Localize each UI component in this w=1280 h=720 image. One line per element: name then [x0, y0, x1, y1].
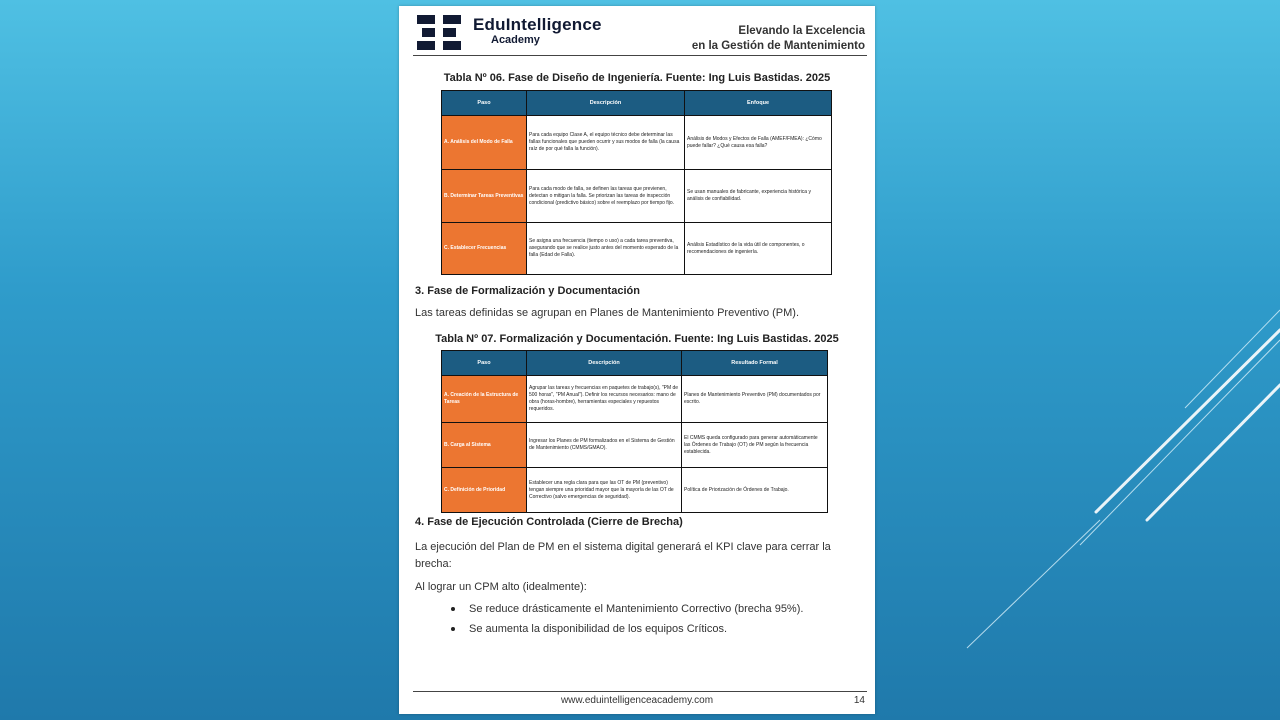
footer-divider [413, 691, 867, 692]
step-cell: C. Establecer Frecuencias [442, 223, 527, 275]
column-header: Descripción [527, 91, 685, 116]
brand-subtitle: Academy [491, 34, 540, 46]
step-cell: A. Análisis del Modo de Falla [442, 116, 527, 170]
column-header: Enfoque [685, 91, 832, 116]
deco-line [1185, 310, 1280, 408]
description-cell: Para cada equipo Clase A, el equipo técnico debe determinar las fallas funcionales que pueden ocurrir y sus modos de falla (la causa raíz de por qué falla la función). [527, 116, 685, 170]
brand-name: EduIntelligence [473, 15, 602, 34]
table07-caption: Tabla Nº 07. Formalización y Documentación. Fuente: Ing Luis Bastidas. 2025 [435, 333, 839, 345]
document-page [399, 6, 875, 714]
header-divider [413, 55, 867, 56]
column-header: Resultado Formal [682, 351, 828, 376]
brand-logo-icon [417, 15, 461, 51]
result-cell: Planes de Mantenimiento Preventivo (PM) documentados por escrito. [682, 376, 828, 423]
list-item-text: Se reduce drásticamente el Mantenimiento Correctivo (brecha 95%). [469, 603, 804, 615]
table-row [442, 116, 832, 170]
tagline-line-2: en la Gestión de Mantenimiento [691, 40, 865, 52]
section-4-heading: 4. Fase de Ejecución Controlada (Cierre de Brecha) [415, 516, 683, 528]
description-cell: Agrupar las tareas y frecuencias en paquetes de trabajo(s), "PM de 500 horas", "PM Anual"). Definir los recursos necesarios: mano de obra (horas-hombre), herramientas especiales y repuestos requeridos. [527, 376, 682, 423]
description-cell: Establecer una regla clara para que las OT de PM (preventivo) tengan siempre una prioridad mayor que la mayoría de las OT de Correctivo (salvo emergencias de seguridad). [527, 468, 682, 513]
step-cell: B. Carga al Sistema [442, 423, 527, 468]
step-cell: C. Definición de Prioridad [442, 468, 527, 513]
table-header-row [442, 351, 828, 376]
column-header: Descripción [527, 351, 682, 376]
description-cell: Para cada modo de falla, se definen las tareas que previenen, detectan o mitigan la falla. Se priorizan las tareas de inspección condicional (predictivo básico) sobre el reemplazo por tiempo fijo. [527, 170, 685, 223]
description-cell: Se asigna una frecuencia (tiempo o uso) a cada tarea preventiva, asegurando que se realice justo antes del momento esperado de la falla (Edad de Falla). [527, 223, 685, 275]
bullet-list [451, 603, 803, 643]
section-4-body: La ejecución del Plan de PM en el sistema digital generará el KPI clave para cerrar la brecha: [415, 541, 831, 570]
tagline-line-1: Elevando la Excelencia [738, 25, 865, 37]
table-row [442, 376, 828, 423]
description-cell: Ingresar los Planes de PM formalizados en el Sistema de Gestión de Mantenimiento (CMMS/GMAO). [527, 423, 682, 468]
deco-line [1096, 330, 1280, 512]
table-header-row [442, 91, 832, 116]
result-cell: Política de Priorización de Órdenes de Trabajo. [682, 468, 828, 513]
list-item [451, 603, 803, 615]
deco-line [1147, 385, 1280, 520]
bullet-icon [451, 627, 455, 631]
header-tagline [692, 24, 865, 54]
list-item [451, 623, 803, 635]
bullet-icon [451, 607, 455, 611]
table-row [442, 423, 828, 468]
step-cell: A. Creación de la Estructura de Tareas [442, 376, 527, 423]
column-header: Paso [442, 351, 527, 376]
deco-line [967, 520, 1100, 648]
page-number: 14 [853, 695, 865, 706]
table-row [442, 468, 828, 513]
focus-cell: Análisis de Modos y Efectos de Falla (AMEF/FMEA): ¿Cómo puede fallar? ¿Qué causa esa falla? [685, 116, 832, 170]
table07 [441, 350, 828, 513]
footer-url: www.eduintelligenceacademy.com [560, 695, 714, 706]
table06 [441, 90, 832, 275]
table06-caption: Tabla Nº 06. Fase de Diseño de Ingeniería. Fuente: Ing Luis Bastidas. 2025 [443, 72, 831, 84]
deco-line [1080, 340, 1280, 545]
step-cell: B. Determinar Tareas Preventivas [442, 170, 527, 223]
table-row [442, 223, 832, 275]
section-3-body: Las tareas definidas se agrupan en Planes de Mantenimiento Preventivo (PM). [415, 307, 799, 319]
table-row [442, 170, 832, 223]
list-item-text: Se aumenta la disponibilidad de los equipos Críticos. [469, 623, 728, 635]
section-3-heading: 3. Fase de Formalización y Documentación [415, 285, 640, 297]
focus-cell: Se usan manuales de fabricante, experiencia histórica y análisis de confiabilidad. [685, 170, 832, 223]
result-cell: El CMMS queda configurado para generar automáticamente las Órdenes de Trabajo (OT) de PM según la frecuencia establecida. [682, 423, 828, 468]
section-4-lead: Al lograr un CPM alto (idealmente): [415, 581, 587, 593]
focus-cell: Análisis Estadístico de la vida útil de componentes, o recomendaciones de ingeniería. [685, 223, 832, 275]
column-header: Paso [442, 91, 527, 116]
